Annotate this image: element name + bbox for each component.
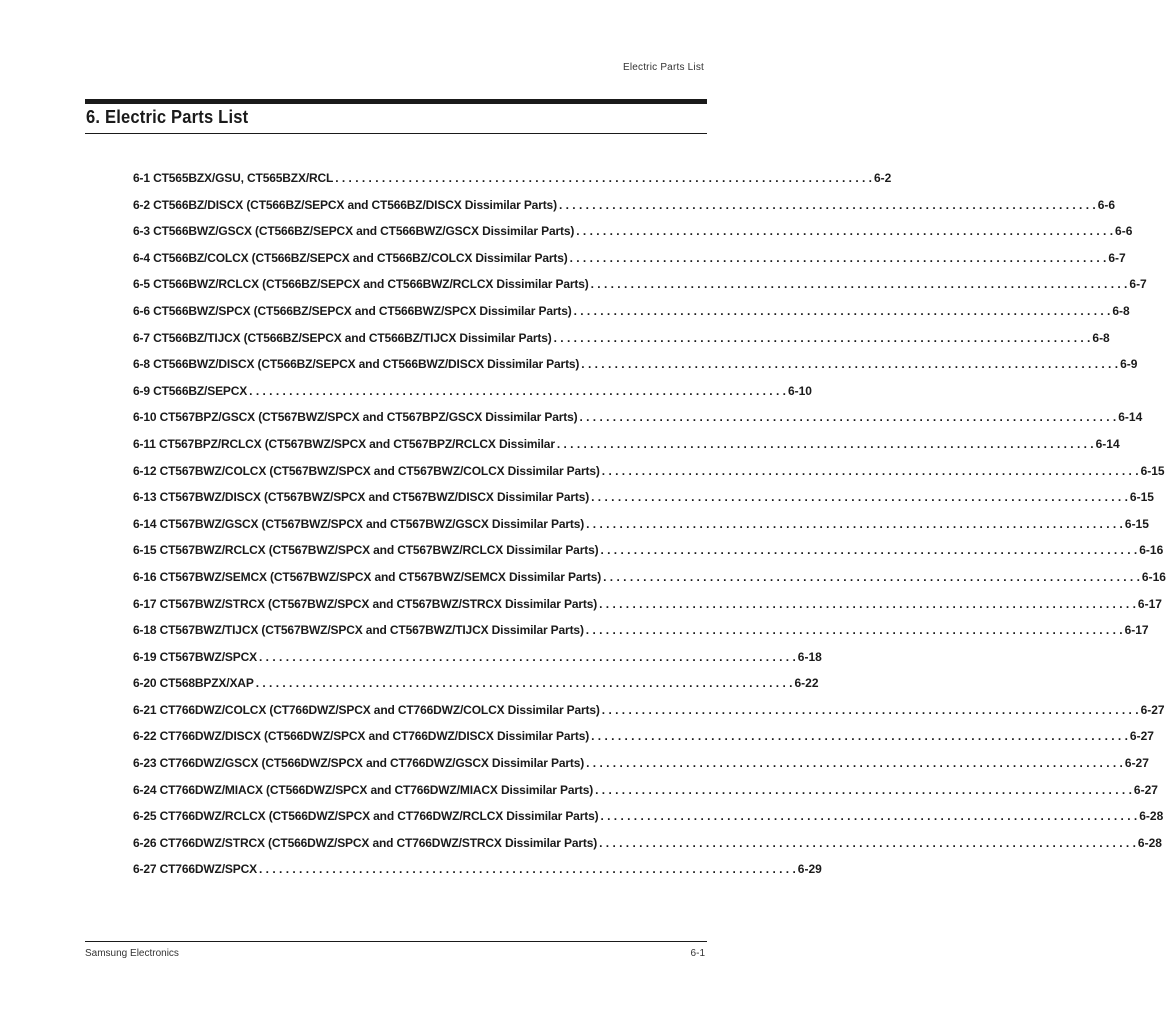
table-of-contents <box>133 171 1166 889</box>
toc-entry-label: 6-27 CT766DWZ/SPCX <box>133 862 258 877</box>
toc-entry[interactable] <box>133 303 1130 331</box>
toc-leader-dots <box>579 410 1116 424</box>
toc-entry-label: 6-11 CT567BPZ/RCLCX (CT567BWZ/SPCX and CT567BPZ/RCLCX Dissimilar <box>133 436 555 451</box>
toc-entry-page: 6-7 <box>1129 277 1147 292</box>
toc-leader-dots <box>586 517 1123 531</box>
toc-entry-label: 6-15 CT567BWZ/RCLCX (CT567BWZ/SPCX and CT567BWZ/RCLCX Dissimilar Parts) <box>133 543 599 558</box>
toc-entry-label: 6-4 CT566BZ/COLCX (CT566BZ/SEPCX and CT566BZ/COLCX Dissimilar Parts) <box>133 250 568 265</box>
footer-rule <box>85 941 707 942</box>
toc-leader-dots <box>586 756 1123 770</box>
toc-entry[interactable] <box>133 250 1126 278</box>
toc-entry-label: 6-21 CT766DWZ/COLCX (CT766DWZ/SPCX and CT766DWZ/COLCX Dissimilar Parts) <box>133 702 600 717</box>
toc-entry-page: 6-14 <box>1118 410 1143 425</box>
toc-entry[interactable] <box>133 756 1149 783</box>
toc-entry[interactable] <box>133 330 1110 358</box>
toc-entry-page: 6-14 <box>1095 436 1120 451</box>
toc-leader-dots <box>599 836 1136 850</box>
toc-leader-dots <box>586 623 1123 637</box>
toc-entry-label: 6-18 CT567BWZ/TIJCX (CT567BWZ/SPCX and CT567BWZ/TIJCX Dissimilar Parts) <box>133 623 584 638</box>
toc-entry[interactable] <box>133 410 1143 437</box>
toc-entry[interactable] <box>133 436 1120 464</box>
toc-entry-page: 6-2 <box>874 171 892 185</box>
toc-leader-dots <box>570 251 1107 265</box>
section-title: 6. Electric Parts List <box>86 107 249 127</box>
toc-entry-page: 6-22 <box>794 676 819 691</box>
toc-leader-dots <box>554 331 1091 345</box>
toc-entry[interactable] <box>133 782 1158 810</box>
toc-entry[interactable] <box>133 277 1147 304</box>
toc-entry[interactable] <box>133 463 1165 491</box>
toc-entry-page: 6-17 <box>1137 596 1162 611</box>
toc-entry-label: 6-14 CT567BWZ/GSCX (CT567BWZ/SPCX and CT567BWZ/GSCX Dissimilar Parts) <box>133 516 585 531</box>
toc-entry[interactable] <box>133 862 822 889</box>
toc-entry-page: 6-7 <box>1108 250 1126 265</box>
toc-entry-label: 6-16 CT567BWZ/SEMCX (CT567BWZ/SPCX and CT567BWZ/SEMCX Dissimilar Parts) <box>133 569 602 584</box>
toc-entry[interactable] <box>133 490 1154 517</box>
toc-entry-page: 6-17 <box>1124 623 1149 638</box>
toc-entry-page: 6-18 <box>797 649 822 664</box>
toc-leader-dots <box>249 384 786 398</box>
toc-entry-page: 6-16 <box>1139 543 1164 558</box>
toc-entry-page: 6-6 <box>1115 224 1133 239</box>
toc-leader-dots <box>603 570 1140 584</box>
toc-leader-dots <box>591 729 1128 743</box>
toc-leader-dots <box>591 490 1128 504</box>
toc-entry[interactable] <box>133 835 1162 863</box>
toc-entry-page: 6-16 <box>1141 569 1166 584</box>
toc-entry[interactable] <box>133 383 812 411</box>
toc-entry[interactable] <box>133 729 1154 756</box>
toc-entry[interactable] <box>133 357 1138 384</box>
title-rule <box>85 133 707 134</box>
toc-entry-label: 6-20 CT568BPZX/XAP <box>133 676 254 691</box>
toc-entry-page: 6-27 <box>1140 702 1165 717</box>
toc-leader-dots <box>259 650 796 664</box>
toc-entry-label: 6-22 CT766DWZ/DISCX (CT566DWZ/SPCX and CT766DWZ/DISCX Dissimilar Parts) <box>133 729 590 744</box>
toc-leader-dots <box>600 809 1137 823</box>
toc-entry[interactable] <box>133 224 1133 251</box>
toc-entry-page: 6-28 <box>1137 835 1162 850</box>
toc-entry-page: 6-6 <box>1097 197 1116 212</box>
toc-leader-dots <box>600 543 1137 557</box>
toc-leader-dots <box>581 357 1118 371</box>
toc-entry[interactable] <box>133 516 1149 544</box>
toc-leader-dots <box>256 676 793 690</box>
toc-leader-dots <box>559 198 1096 212</box>
toc-entry-label: 6-19 CT567BWZ/SPCX <box>133 649 258 664</box>
toc-leader-dots <box>599 597 1136 611</box>
top-rule <box>85 99 707 104</box>
footer-page-number: 6-1 <box>690 948 705 959</box>
toc-entry-page: 6-9 <box>1120 357 1138 372</box>
toc-entry-label: 6-24 CT766DWZ/MIACX (CT566DWZ/SPCX and CT766DWZ/MIACX Dissimilar Parts) <box>133 782 594 797</box>
toc-leader-dots <box>602 464 1139 478</box>
toc-entry[interactable] <box>133 197 1116 225</box>
toc-leader-dots <box>557 437 1094 451</box>
toc-entry[interactable] <box>133 649 822 677</box>
toc-leader-dots <box>574 304 1111 318</box>
toc-entry[interactable] <box>133 543 1164 570</box>
toc-entry-page: 6-27 <box>1133 782 1158 797</box>
toc-leader-dots <box>576 224 1113 238</box>
toc-entry-label: 6-17 CT567BWZ/STRCX (CT567BWZ/SPCX and CT567BWZ/STRCX Dissimilar Parts) <box>133 596 598 611</box>
toc-entry-page: 6-15 <box>1124 516 1149 531</box>
toc-leader-dots <box>602 703 1139 717</box>
toc-entry-label: 6-9 CT566BZ/SEPCX <box>133 383 248 398</box>
toc-entry-page: 6-8 <box>1112 303 1130 318</box>
toc-entry-label: 6-8 CT566BWZ/DISCX (CT566BZ/SEPCX and CT566BWZ/DISCX Dissimilar Parts) <box>133 357 580 372</box>
toc-entry-label: 6-1 CT565BZX/GSU, CT565BZX/RCL <box>133 171 334 185</box>
toc-entry-page: 6-28 <box>1139 809 1164 824</box>
toc-entry[interactable] <box>133 569 1166 597</box>
toc-entry-page: 6-8 <box>1092 330 1110 345</box>
toc-entry-label: 6-26 CT766DWZ/STRCX (CT566DWZ/SPCX and CT766DWZ/STRCX Dissimilar Parts) <box>133 835 598 850</box>
toc-entry-label: 6-3 CT566BWZ/GSCX (CT566BZ/SEPCX and CT566BWZ/GSCX Dissimilar Parts) <box>133 224 575 239</box>
toc-entry-page: 6-15 <box>1140 463 1165 478</box>
toc-entry-label: 6-10 CT567BPZ/GSCX (CT567BWZ/SPCX and CT567BPZ/GSCX Dissimilar Parts) <box>133 410 578 425</box>
toc-entry-label: 6-2 CT566BZ/DISCX (CT566BZ/SEPCX and CT566BZ/DISCX Dissimilar Parts) <box>133 197 557 212</box>
toc-entry[interactable] <box>133 171 892 198</box>
toc-leader-dots <box>335 171 872 185</box>
toc-entry-page: 6-27 <box>1124 756 1149 771</box>
toc-leader-dots <box>259 862 796 876</box>
toc-entry-label: 6-5 CT566BWZ/RCLCX (CT566BZ/SEPCX and CT566BWZ/RCLCX Dissimilar Parts) <box>133 277 589 292</box>
running-header: Electric Parts List <box>622 62 704 73</box>
toc-entry-page: 6-15 <box>1129 490 1154 505</box>
toc-entry[interactable] <box>133 702 1165 730</box>
toc-entry[interactable] <box>133 809 1164 836</box>
toc-entry-label: 6-23 CT766DWZ/GSCX (CT566DWZ/SPCX and CT766DWZ/GSCX Dissimilar Parts) <box>133 756 585 771</box>
toc-entry-page: 6-29 <box>797 862 822 877</box>
toc-leader-dots <box>591 277 1128 291</box>
toc-entry-label: 6-12 CT567BWZ/COLCX (CT567BWZ/SPCX and CT567BWZ/COLCX Dissimilar Parts) <box>133 463 600 478</box>
toc-entry-label: 6-6 CT566BWZ/SPCX (CT566BZ/SEPCX and CT566BWZ/SPCX Dissimilar Parts) <box>133 303 572 318</box>
toc-entry-label: 6-25 CT766DWZ/RCLCX (CT566DWZ/SPCX and CT766DWZ/RCLCX Dissimilar Parts) <box>133 809 599 824</box>
toc-entry[interactable] <box>133 623 1149 650</box>
toc-leader-dots <box>595 783 1132 797</box>
toc-entry-page: 6-27 <box>1129 729 1154 744</box>
toc-entry[interactable] <box>133 676 819 703</box>
toc-entry-label: 6-13 CT567BWZ/DISCX (CT567BWZ/SPCX and CT567BWZ/DISCX Dissimilar Parts) <box>133 490 590 505</box>
toc-entry[interactable] <box>133 596 1162 624</box>
toc-entry-label: 6-7 CT566BZ/TIJCX (CT566BZ/SEPCX and CT566BZ/TIJCX Dissimilar Parts) <box>133 330 552 345</box>
toc-entry-page: 6-10 <box>787 383 812 398</box>
footer-publisher: Samsung Electronics <box>85 948 179 959</box>
